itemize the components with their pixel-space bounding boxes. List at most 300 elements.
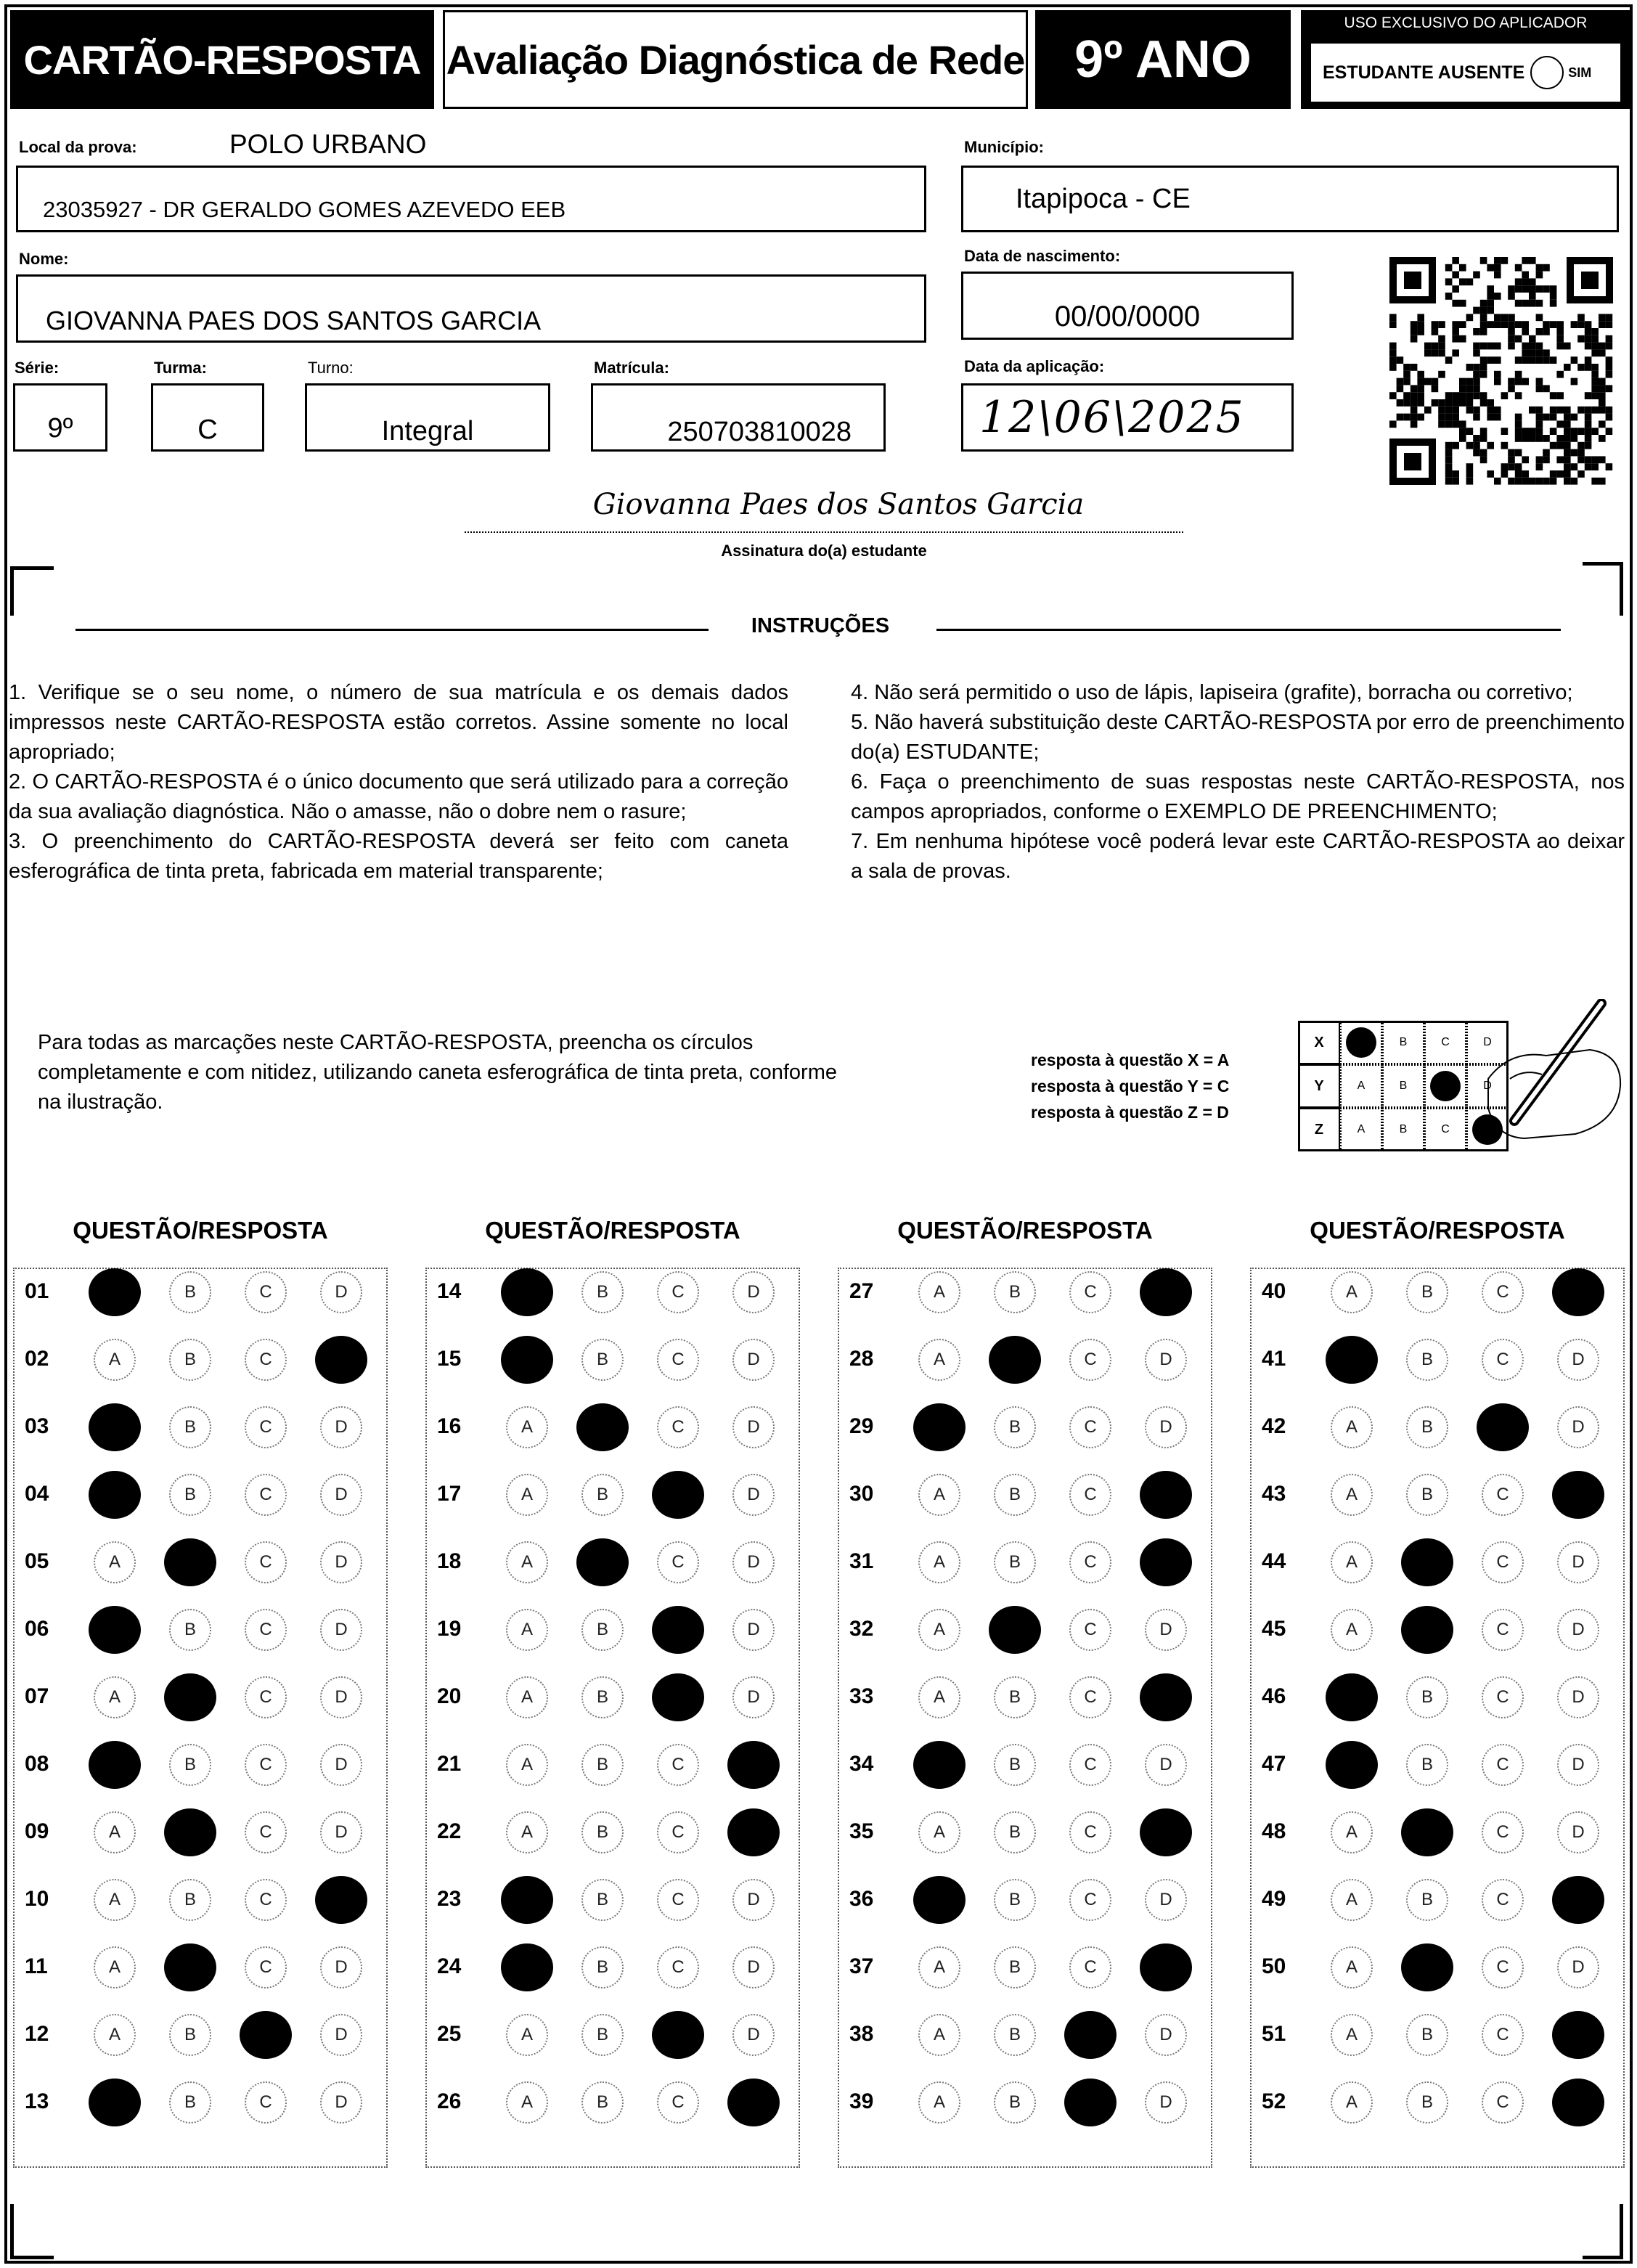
answer-bubble-c[interactable]: C bbox=[245, 2081, 287, 2124]
answer-bubble-d[interactable] bbox=[1140, 1673, 1192, 1721]
question-number: 35 bbox=[849, 1819, 874, 1843]
answer-bubble-b[interactable] bbox=[1401, 1538, 1453, 1586]
answer-bubble-d[interactable]: D bbox=[1145, 1339, 1187, 1381]
answer-bubble-c[interactable] bbox=[652, 1673, 704, 1721]
nome-value: GIOVANNA PAES DOS SANTOS GARCIA bbox=[46, 306, 542, 335]
answer-bubble-b[interactable] bbox=[164, 1943, 216, 1991]
answer-bubble-b[interactable]: B bbox=[169, 2081, 211, 2124]
answer-bubble-a[interactable]: A bbox=[1331, 1474, 1373, 1516]
question-number: 06 bbox=[25, 1617, 49, 1641]
answer-bubble-c[interactable]: C bbox=[1482, 1744, 1524, 1786]
qr-code bbox=[1387, 254, 1616, 488]
answer-bubble-b[interactable]: B bbox=[994, 1271, 1036, 1313]
answer-bubble-a[interactable]: A bbox=[918, 2014, 960, 2056]
answer-bubble-b[interactable] bbox=[576, 1403, 629, 1451]
instructions-left: 1. Verifique se o seu nome, o número de sua matrícula e os demais dados impressos neste CARTÃO-RESPOSTA estão corretos. Assine somente no local apropriado; 2. O CARTÃO-RESPOSTA é o único documento que será utilizado para a correção da sua avaliação diagnóstica. Não o amasse, não o dobre nem o rasure; 3. O preenchimento do CARTÃO-RESPOSTA deverá ser feito com caneta esferográfica de tinta preta, fabricada em material transparente; bbox=[9, 681, 788, 883]
signature: Giovanna Paes dos Santos Garcia bbox=[592, 488, 1085, 521]
answer-bubble-a[interactable] bbox=[89, 2079, 141, 2126]
turno-field bbox=[305, 383, 550, 452]
answer-bubble-d[interactable]: D bbox=[732, 1339, 775, 1381]
absent-option: SIM bbox=[1568, 65, 1592, 80]
answer-bubble-c[interactable]: C bbox=[1069, 1744, 1111, 1786]
answer-bubble-d[interactable]: D bbox=[1557, 1811, 1599, 1853]
answer-bubble-c[interactable]: C bbox=[657, 1744, 699, 1786]
question-number: 17 bbox=[437, 1482, 462, 1506]
column-title: QUESTÃO/RESPOSTA bbox=[485, 1217, 740, 1244]
answer-bubble-b[interactable]: B bbox=[169, 1609, 211, 1651]
answer-bubble-c[interactable] bbox=[240, 2011, 292, 2059]
question-number: 32 bbox=[849, 1617, 874, 1641]
answer-bubble-d[interactable]: D bbox=[320, 1609, 362, 1651]
answer-bubble-b[interactable]: B bbox=[169, 1879, 211, 1921]
answer-bubble-d[interactable] bbox=[1140, 1943, 1192, 1991]
question-number: 01 bbox=[25, 1279, 49, 1303]
answer-bubble-a[interactable]: A bbox=[1331, 2014, 1373, 2056]
applicator-box bbox=[1301, 10, 1630, 109]
answer-bubble-d[interactable]: D bbox=[1145, 1879, 1187, 1921]
question-number: 20 bbox=[437, 1684, 462, 1708]
answer-bubble-b[interactable] bbox=[576, 1538, 629, 1586]
answer-bubble-a[interactable] bbox=[913, 1741, 966, 1789]
question-number: 22 bbox=[437, 1819, 462, 1843]
answer-bubble-d[interactable]: D bbox=[732, 1879, 775, 1921]
example-filled-bubble bbox=[1346, 1027, 1376, 1058]
answer-bubble-b[interactable]: B bbox=[581, 2081, 624, 2124]
answer-bubble-a[interactable] bbox=[501, 1876, 553, 1924]
answer-bubble-a[interactable]: A bbox=[918, 1609, 960, 1651]
question-number: 10 bbox=[25, 1887, 49, 1911]
question-number: 36 bbox=[849, 1887, 874, 1911]
answer-bubble-b[interactable]: B bbox=[581, 1879, 624, 1921]
answer-bubble-a[interactable] bbox=[913, 1876, 966, 1924]
municipio-label: Município: bbox=[964, 138, 1044, 156]
municipio-value: Itapipoca - CE bbox=[1016, 183, 1191, 214]
question-number: 03 bbox=[25, 1414, 49, 1438]
answer-bubble-c[interactable] bbox=[1064, 2079, 1116, 2126]
answer-bubble-c[interactable]: C bbox=[245, 1271, 287, 1313]
answer-bubble-b[interactable]: B bbox=[1406, 1339, 1448, 1381]
question-number: 30 bbox=[849, 1482, 874, 1506]
instructions-rule bbox=[75, 629, 709, 631]
answer-bubble-d[interactable]: D bbox=[1557, 1946, 1599, 1988]
answer-bubble-c[interactable]: C bbox=[657, 1811, 699, 1853]
local-label: Local da prova: bbox=[19, 138, 137, 156]
absent-label: ESTUDANTE AUSENTE bbox=[1323, 62, 1525, 83]
answer-bubble-d[interactable]: D bbox=[732, 1474, 775, 1516]
answer-bubble-d[interactable]: D bbox=[320, 1811, 362, 1853]
answer-bubble-c[interactable] bbox=[652, 1606, 704, 1654]
instructions-rule bbox=[936, 629, 1561, 631]
answer-bubble-b[interactable]: B bbox=[169, 1744, 211, 1786]
answer-bubble-d[interactable]: D bbox=[1145, 2014, 1187, 2056]
answer-bubble-d[interactable]: D bbox=[1145, 2081, 1187, 2124]
answer-bubble-c[interactable] bbox=[652, 2011, 704, 2059]
answer-bubble-d[interactable]: D bbox=[732, 1541, 775, 1583]
answer-bubble-b[interactable] bbox=[164, 1808, 216, 1856]
answer-bubble-a[interactable]: A bbox=[1331, 1541, 1373, 1583]
grade-badge: 9º ANO bbox=[1035, 10, 1291, 109]
answer-bubble-a[interactable] bbox=[501, 1336, 553, 1384]
nome-label: Nome: bbox=[19, 250, 69, 268]
answer-bubble-c[interactable]: C bbox=[1069, 1541, 1111, 1583]
answer-bubble-a[interactable] bbox=[913, 1403, 966, 1451]
answer-bubble-c[interactable]: C bbox=[1069, 1406, 1111, 1448]
answer-bubble-a[interactable] bbox=[89, 1403, 141, 1451]
pen-hand-illustration bbox=[1466, 999, 1625, 1151]
answer-bubble-a[interactable]: A bbox=[506, 1676, 548, 1718]
serie-value: 9º bbox=[47, 412, 73, 444]
answer-bubble-b[interactable] bbox=[1401, 1808, 1453, 1856]
answer-bubble-c[interactable]: C bbox=[245, 1541, 287, 1583]
answer-bubble-c[interactable]: C bbox=[1482, 1811, 1524, 1853]
answer-bubble-d[interactable] bbox=[727, 1741, 780, 1789]
absent-bubble[interactable] bbox=[1530, 56, 1564, 89]
answer-bubble-b[interactable]: B bbox=[581, 1744, 624, 1786]
answer-bubble-d[interactable] bbox=[727, 1808, 780, 1856]
question-number: 19 bbox=[437, 1617, 462, 1641]
answer-bubble-c[interactable]: C bbox=[657, 1339, 699, 1381]
answer-bubble-c[interactable]: C bbox=[1482, 1676, 1524, 1718]
answer-bubble-b[interactable] bbox=[164, 1538, 216, 1586]
answer-bubble-a[interactable]: A bbox=[918, 1339, 960, 1381]
answer-bubble-d[interactable] bbox=[1140, 1268, 1192, 1316]
answer-bubble-c[interactable]: C bbox=[245, 1811, 287, 1853]
question-number: 31 bbox=[849, 1549, 874, 1573]
answer-bubble-b[interactable]: B bbox=[169, 1339, 211, 1381]
question-number: 50 bbox=[1262, 1954, 1286, 1978]
answer-bubble-c[interactable]: C bbox=[245, 1609, 287, 1651]
answer-bubble-a[interactable]: A bbox=[94, 1879, 136, 1921]
answer-bubble-c[interactable]: C bbox=[1482, 2081, 1524, 2124]
example-cell: A bbox=[1340, 1108, 1382, 1151]
answer-bubble-d[interactable]: D bbox=[1557, 1676, 1599, 1718]
column-title: QUESTÃO/RESPOSTA bbox=[73, 1217, 328, 1244]
answer-bubble-d[interactable] bbox=[1140, 1471, 1192, 1519]
answer-bubble-a[interactable]: A bbox=[1331, 1271, 1373, 1313]
answer-bubble-b[interactable]: B bbox=[1406, 1406, 1448, 1448]
question-number: 23 bbox=[437, 1887, 462, 1911]
question-number: 09 bbox=[25, 1819, 49, 1843]
example-filled-bubble bbox=[1430, 1071, 1461, 1101]
answer-bubble-c[interactable]: C bbox=[1069, 1676, 1111, 1718]
answer-bubble-c[interactable]: C bbox=[245, 1339, 287, 1381]
answer-bubble-c[interactable]: C bbox=[1482, 1609, 1524, 1651]
example-cell: C bbox=[1424, 1108, 1466, 1151]
turma-label: Turma: bbox=[154, 359, 207, 377]
answer-bubble-c[interactable]: C bbox=[657, 1271, 699, 1313]
answer-bubble-a[interactable]: A bbox=[94, 1946, 136, 1988]
answer-bubble-d[interactable]: D bbox=[1145, 1744, 1187, 1786]
question-number: 18 bbox=[437, 1549, 462, 1573]
answer-bubble-b[interactable]: B bbox=[1406, 2014, 1448, 2056]
answer-bubble-d[interactable] bbox=[1552, 1471, 1604, 1519]
answer-bubble-a[interactable]: A bbox=[918, 1541, 960, 1583]
answer-bubble-a[interactable]: A bbox=[506, 1811, 548, 1853]
answer-bubble-b[interactable] bbox=[164, 1673, 216, 1721]
answer-bubble-d[interactable]: D bbox=[1145, 1406, 1187, 1448]
example-cell: B bbox=[1382, 1021, 1424, 1064]
answer-bubble-b[interactable]: B bbox=[1406, 1474, 1448, 1516]
answer-bubble-a[interactable]: A bbox=[506, 1406, 548, 1448]
answer-bubble-c[interactable]: C bbox=[245, 1946, 287, 1988]
answer-bubble-d[interactable]: D bbox=[732, 1406, 775, 1448]
answer-bubble-a[interactable] bbox=[501, 1943, 553, 1991]
answer-bubble-a[interactable]: A bbox=[506, 1541, 548, 1583]
answer-bubble-b[interactable]: B bbox=[994, 1406, 1036, 1448]
answer-bubble-d[interactable] bbox=[1552, 2079, 1604, 2126]
answer-bubble-d[interactable]: D bbox=[1557, 1744, 1599, 1786]
answer-bubble-b[interactable]: B bbox=[169, 2014, 211, 2056]
answer-bubble-b[interactable]: B bbox=[581, 2014, 624, 2056]
matricula-value: 250703810028 bbox=[667, 416, 852, 447]
answer-bubble-d[interactable]: D bbox=[320, 1676, 362, 1718]
question-number: 13 bbox=[25, 2089, 49, 2113]
example-cell: C bbox=[1424, 1021, 1466, 1064]
question-number: 48 bbox=[1262, 1819, 1286, 1843]
answer-bubble-c[interactable]: C bbox=[657, 1541, 699, 1583]
serie-label: Série: bbox=[15, 359, 60, 377]
answer-bubble-b[interactable]: B bbox=[1406, 1676, 1448, 1718]
corner-bracket bbox=[10, 566, 54, 616]
answer-bubble-d[interactable]: D bbox=[1557, 1609, 1599, 1651]
answer-bubble-a[interactable]: A bbox=[918, 2081, 960, 2124]
answer-bubble-b[interactable] bbox=[1401, 1606, 1453, 1654]
answer-bubble-a[interactable]: A bbox=[506, 1609, 548, 1651]
answer-bubble-c[interactable]: C bbox=[1482, 1339, 1524, 1381]
answer-bubble-a[interactable] bbox=[1326, 1673, 1378, 1721]
answer-bubble-d[interactable]: D bbox=[320, 1946, 362, 1988]
example-cell: D bbox=[1466, 1064, 1509, 1108]
nascimento-field bbox=[961, 272, 1294, 340]
answer-bubble-b[interactable]: B bbox=[994, 1474, 1036, 1516]
example-row-label: X bbox=[1298, 1021, 1340, 1064]
question-number: 45 bbox=[1262, 1617, 1286, 1641]
answer-bubble-b[interactable]: B bbox=[1406, 2081, 1448, 2124]
question-number: 44 bbox=[1262, 1549, 1286, 1573]
example-cell bbox=[1340, 1021, 1382, 1064]
answer-bubble-a[interactable]: A bbox=[918, 1811, 960, 1853]
answer-bubble-d[interactable]: D bbox=[320, 1474, 362, 1516]
example-line-x: resposta à questão X = A bbox=[1031, 1051, 1230, 1069]
question-number: 08 bbox=[25, 1752, 49, 1776]
answer-bubble-c[interactable]: C bbox=[1482, 1879, 1524, 1921]
answer-bubble-a[interactable]: A bbox=[918, 1271, 960, 1313]
answer-bubble-b[interactable]: B bbox=[581, 1609, 624, 1651]
nascimento-value: 00/00/0000 bbox=[1054, 300, 1201, 333]
answer-bubble-c[interactable]: C bbox=[1069, 1879, 1111, 1921]
answer-bubble-a[interactable]: A bbox=[1331, 1406, 1373, 1448]
answer-bubble-a[interactable] bbox=[1326, 1336, 1378, 1384]
answer-bubble-a[interactable]: A bbox=[94, 1339, 136, 1381]
answer-bubble-c[interactable]: C bbox=[1069, 1609, 1111, 1651]
question-number: 05 bbox=[25, 1549, 49, 1573]
answer-bubble-b[interactable]: B bbox=[994, 1946, 1036, 1988]
answer-bubble-b[interactable]: B bbox=[1406, 1879, 1448, 1921]
corner-bracket bbox=[1583, 2204, 1623, 2259]
answer-bubble-a[interactable]: A bbox=[506, 2081, 548, 2124]
question-number: 39 bbox=[849, 2089, 874, 2113]
answer-bubble-a[interactable]: A bbox=[1331, 1609, 1373, 1651]
fill-note: Para todas as marcações neste CARTÃO-RESPOSTA, preencha os círculos completamente e com nitidez, utilizando caneta esferográfica de tinta preta, conforme na ilustração. bbox=[38, 1031, 837, 1114]
answer-bubble-d[interactable] bbox=[315, 1876, 367, 1924]
answer-bubble-d[interactable]: D bbox=[320, 2081, 362, 2124]
example-cell: B bbox=[1382, 1108, 1424, 1151]
example-lines bbox=[1031, 1047, 1299, 1125]
answer-bubble-d[interactable]: D bbox=[1557, 1339, 1599, 1381]
answer-bubble-b[interactable]: B bbox=[581, 1811, 624, 1853]
answer-bubble-b[interactable]: B bbox=[169, 1271, 211, 1313]
answer-bubble-d[interactable] bbox=[315, 1336, 367, 1384]
question-number: 41 bbox=[1262, 1347, 1286, 1371]
matricula-label: Matrícula: bbox=[594, 359, 669, 377]
answer-bubble-c[interactable]: C bbox=[1069, 1339, 1111, 1381]
answer-bubble-a[interactable]: A bbox=[506, 2014, 548, 2056]
answer-bubble-a[interactable]: A bbox=[94, 1811, 136, 1853]
answer-bubble-c[interactable] bbox=[652, 1471, 704, 1519]
answer-bubble-b[interactable]: B bbox=[1406, 1744, 1448, 1786]
answer-bubble-c[interactable]: C bbox=[657, 1406, 699, 1448]
answer-bubble-d[interactable] bbox=[1140, 1538, 1192, 1586]
answer-bubble-b[interactable]: B bbox=[581, 1474, 624, 1516]
answer-bubble-a[interactable]: A bbox=[918, 1474, 960, 1516]
example-row-label: Y bbox=[1298, 1064, 1340, 1108]
absent-field bbox=[1311, 44, 1620, 102]
answer-bubble-a[interactable]: A bbox=[1331, 1879, 1373, 1921]
answer-bubble-b[interactable]: B bbox=[581, 1946, 624, 1988]
answer-bubble-b[interactable]: B bbox=[169, 1406, 211, 1448]
answer-bubble-c[interactable]: C bbox=[657, 2081, 699, 2124]
answer-bubble-a[interactable]: A bbox=[1331, 2081, 1373, 2124]
answer-bubble-a[interactable]: A bbox=[506, 1474, 548, 1516]
question-number: 46 bbox=[1262, 1684, 1286, 1708]
answer-bubble-d[interactable]: D bbox=[732, 1271, 775, 1313]
answer-bubble-d[interactable] bbox=[1552, 2011, 1604, 2059]
answer-bubble-b[interactable]: B bbox=[994, 1879, 1036, 1921]
answer-bubble-b[interactable]: B bbox=[994, 1811, 1036, 1853]
answer-bubble-c[interactable]: C bbox=[1482, 1541, 1524, 1583]
answer-bubble-c[interactable]: C bbox=[245, 1676, 287, 1718]
question-number: 40 bbox=[1262, 1279, 1286, 1303]
answer-bubble-d[interactable]: D bbox=[732, 1946, 775, 1988]
answer-bubble-b[interactable] bbox=[989, 1336, 1041, 1384]
question-number: 11 bbox=[25, 1954, 48, 1978]
answer-bubble-d[interactable]: D bbox=[732, 1676, 775, 1718]
answer-bubble-d[interactable]: D bbox=[320, 1271, 362, 1313]
answer-bubble-b[interactable]: B bbox=[994, 1676, 1036, 1718]
example-line-z: resposta à questão Z = D bbox=[1031, 1103, 1229, 1122]
answer-bubble-d[interactable]: D bbox=[1557, 1406, 1599, 1448]
answer-bubble-b[interactable]: B bbox=[581, 1271, 624, 1313]
answer-bubble-d[interactable] bbox=[1552, 1876, 1604, 1924]
example-row-label: Z bbox=[1298, 1108, 1340, 1151]
answer-bubble-c[interactable]: C bbox=[1069, 1474, 1111, 1516]
local-value: POLO URBANO bbox=[229, 129, 427, 159]
answer-bubble-c[interactable]: C bbox=[1482, 1271, 1524, 1313]
answer-bubble-c[interactable]: C bbox=[1482, 1474, 1524, 1516]
aplicacao-field bbox=[961, 383, 1294, 452]
answer-bubble-b[interactable] bbox=[989, 1606, 1041, 1654]
answer-bubble-b[interactable]: B bbox=[994, 1541, 1036, 1583]
answer-bubble-d[interactable]: D bbox=[732, 2014, 775, 2056]
answer-bubble-a[interactable]: A bbox=[94, 1541, 136, 1583]
answer-bubble-a[interactable] bbox=[89, 1471, 141, 1519]
example-cell: B bbox=[1382, 1064, 1424, 1108]
answer-bubble-d[interactable]: D bbox=[1557, 1541, 1599, 1583]
answer-bubble-d[interactable] bbox=[1140, 1808, 1192, 1856]
answer-bubble-d[interactable]: D bbox=[320, 1744, 362, 1786]
answer-bubble-a[interactable] bbox=[501, 1268, 553, 1316]
question-number: 24 bbox=[437, 1954, 462, 1978]
answer-bubble-c[interactable]: C bbox=[1069, 1271, 1111, 1313]
answer-bubble-c[interactable]: C bbox=[1482, 1946, 1524, 1988]
answer-bubble-a[interactable] bbox=[89, 1606, 141, 1654]
question-number: 33 bbox=[849, 1684, 874, 1708]
answer-bubble-c[interactable]: C bbox=[657, 1946, 699, 1988]
answer-bubble-b[interactable]: B bbox=[994, 1744, 1036, 1786]
answer-bubble-c[interactable]: C bbox=[1069, 1811, 1111, 1853]
answer-bubble-a[interactable] bbox=[1326, 1741, 1378, 1789]
answer-bubble-d[interactable]: D bbox=[1145, 1609, 1187, 1651]
answer-bubble-a[interactable]: A bbox=[1331, 1811, 1373, 1853]
signature-line bbox=[465, 531, 1183, 533]
answer-bubble-d[interactable]: D bbox=[320, 1406, 362, 1448]
answer-bubble-d[interactable]: D bbox=[320, 2014, 362, 2056]
answer-bubble-d[interactable]: D bbox=[732, 1609, 775, 1651]
question-number: 52 bbox=[1262, 2089, 1286, 2113]
school-value: 23035927 - DR GERALDO GOMES AZEVEDO EEB bbox=[43, 197, 566, 222]
answer-bubble-a[interactable]: A bbox=[1331, 1946, 1373, 1988]
answer-bubble-c[interactable]: C bbox=[1069, 1946, 1111, 1988]
answer-bubble-c[interactable] bbox=[1477, 1403, 1529, 1451]
answer-bubble-a[interactable]: A bbox=[918, 1946, 960, 1988]
question-number: 21 bbox=[437, 1752, 462, 1776]
answer-bubble-c[interactable]: C bbox=[245, 1744, 287, 1786]
answer-bubble-b[interactable]: B bbox=[994, 2081, 1036, 2124]
exam-title: Avaliação Diagnóstica de Rede bbox=[443, 10, 1028, 109]
turma-field bbox=[151, 383, 264, 452]
serie-field bbox=[13, 383, 107, 452]
answer-bubble-b[interactable] bbox=[1401, 1943, 1453, 1991]
answer-bubble-d[interactable]: D bbox=[320, 1541, 362, 1583]
answer-bubble-d[interactable] bbox=[727, 2079, 780, 2126]
answer-bubble-a[interactable] bbox=[89, 1268, 141, 1316]
turno-label: Turno: bbox=[308, 359, 354, 377]
answer-bubble-c[interactable]: C bbox=[1482, 2014, 1524, 2056]
question-number: 38 bbox=[849, 2022, 874, 2046]
answer-bubble-a[interactable]: A bbox=[506, 1744, 548, 1786]
question-number: 27 bbox=[849, 1279, 874, 1303]
answer-bubble-b[interactable]: B bbox=[994, 2014, 1036, 2056]
answer-bubble-b[interactable]: B bbox=[1406, 1271, 1448, 1313]
answer-bubble-c[interactable]: C bbox=[657, 1879, 699, 1921]
answer-bubble-a[interactable] bbox=[89, 1741, 141, 1789]
answer-bubble-a[interactable]: A bbox=[94, 1676, 136, 1718]
answer-bubble-b[interactable]: B bbox=[581, 1676, 624, 1718]
example-line-y: resposta à questão Y = C bbox=[1031, 1077, 1230, 1096]
question-number: 29 bbox=[849, 1414, 874, 1438]
answer-bubble-a[interactable]: A bbox=[918, 1676, 960, 1718]
answer-bubble-c[interactable]: C bbox=[245, 1474, 287, 1516]
answer-bubble-c[interactable]: C bbox=[245, 1406, 287, 1448]
answer-bubble-c[interactable]: C bbox=[245, 1879, 287, 1921]
answer-bubble-a[interactable]: A bbox=[94, 2014, 136, 2056]
answer-bubble-b[interactable]: B bbox=[169, 1474, 211, 1516]
matricula-field bbox=[591, 383, 886, 452]
answer-bubble-c[interactable] bbox=[1064, 2011, 1116, 2059]
aplicacao-value: 12\06\2025 bbox=[979, 392, 1245, 443]
answer-bubble-d[interactable] bbox=[1552, 1268, 1604, 1316]
answer-bubble-b[interactable]: B bbox=[581, 1339, 624, 1381]
